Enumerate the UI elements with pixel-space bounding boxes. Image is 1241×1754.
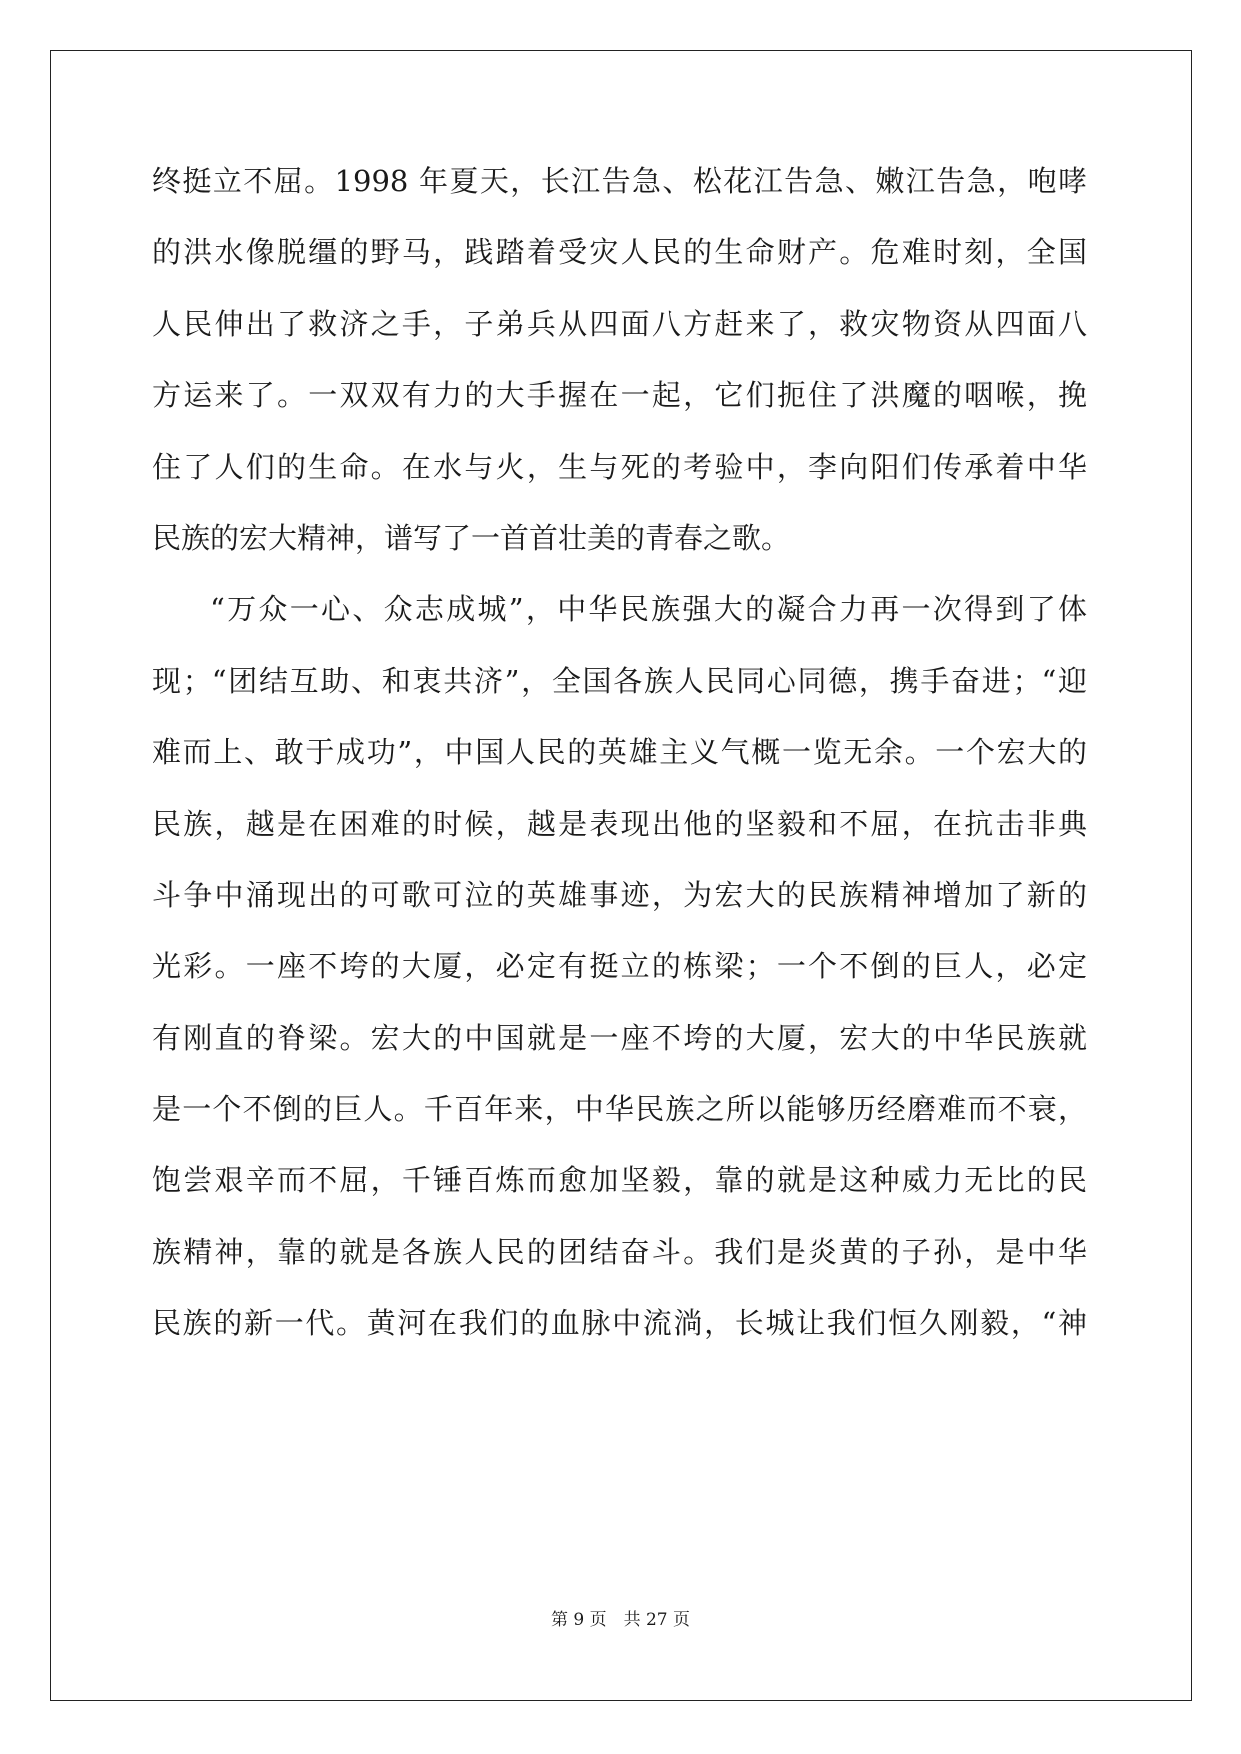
text-line: 斗争中涌现出的可歌可泣的英雄事迹，为宏大的民族精神增加了新的	[152, 877, 1087, 912]
text-line: 有刚直的脊梁。宏大的中国就是一座不垮的大厦，宏大的中华民族就	[152, 1020, 1087, 1055]
text-line: 方运来了。一双双有力的大手握在一起，它们扼住了洪魔的咽喉，挽	[152, 378, 1087, 413]
text-line: 族精神，靠的就是各族人民的团结奋斗。我们是炎黄的子孙，是中华	[152, 1234, 1087, 1269]
text-line: 住了人们的生命。在水与火，生与死的考验中，李向阳们传承着中华	[152, 449, 1087, 484]
text-line: 民族的宏大精神，谱写了一首首壮美的青春之歌。	[152, 520, 791, 555]
text-line: 难而上、敢于成功”，中国人民的英雄主义气概一览无余。一个宏大的	[152, 735, 1087, 770]
text-line: 现；“团结互助、和衷共济”，全国各族人民同心同德，携手奋进；“迎	[152, 663, 1087, 698]
paragraph-first-line: “万众一心、众志成城”，中华民族强大的凝合力再一次得到了体	[210, 592, 1087, 627]
text-line: 民族的新一代。黄河在我们的血脉中流淌，长城让我们恒久刚毅，“神	[152, 1306, 1087, 1341]
text-line: 人民伸出了救济之手，子弟兵从四面八方赶来了，救灾物资从四面八	[152, 306, 1087, 341]
document-body	[152, 155, 1087, 1369]
text-line: 是一个不倒的巨人。千百年来，中华民族之所以能够历经磨难而不衰，	[152, 1092, 1087, 1127]
text-line: 光彩。一座不垮的大厦，必定有挺立的栋梁；一个不倒的巨人，必定	[152, 949, 1087, 984]
text-line: 民族，越是在困难的时候，越是表现出他的坚毅和不屈，在抗击非典	[152, 806, 1087, 841]
page-number: 第 9 页 共 27 页	[550, 1610, 691, 1630]
text-line: 终挺立不屈。1998 年夏天，长江告急、松花江告急、嫩江告急，咆哮	[152, 164, 1087, 198]
text-line: 的洪水像脱缰的野马，践踏着受灾人民的生命财产。危难时刻，全国	[152, 235, 1087, 270]
text-line: 饱尝艰辛而不屈，千锤百炼而愈加坚毅，靠的就是这种威力无比的民	[152, 1163, 1087, 1198]
